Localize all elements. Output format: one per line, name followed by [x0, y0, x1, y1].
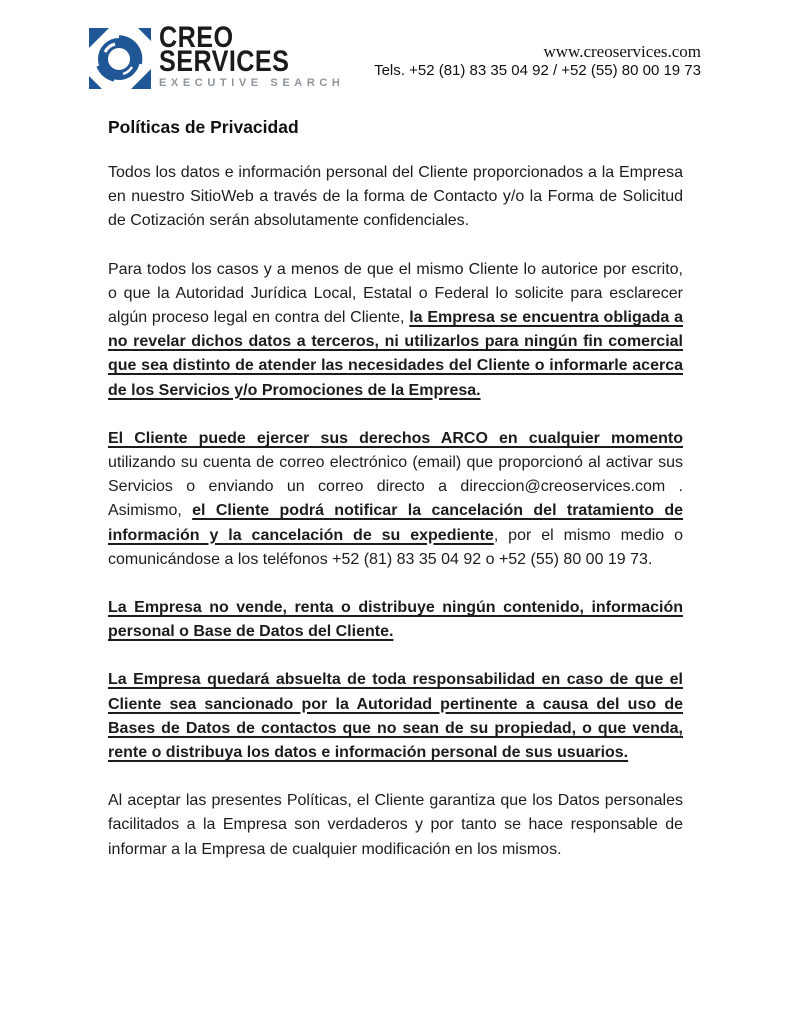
paragraph — [108, 258, 683, 403]
website-url: www.creoservices.com — [543, 42, 701, 61]
brand-tagline: EXECUTIVE SEARCH — [159, 77, 345, 89]
brand-name-line2: SERVICES — [159, 45, 290, 78]
paragraph — [108, 427, 683, 572]
paragraph — [108, 668, 683, 765]
paragraph — [108, 161, 683, 234]
emphasized-text: la Empresa se encuentra obligada a no revelar dichos datos a terceros, ni utilizarlos para ningún fin comercial que sea distinto de atender las necesidades del Cliente o informarle acerca de los Servicios y/o Promociones de la Empresa. — [108, 309, 684, 399]
body-text: utilizando su cuenta de correo electrónico (email) que proporcionó al activar sus Servicios o enviando un correo directo a direccion@creoservices.com . Asimismo, — [108, 454, 683, 520]
paragraph — [108, 596, 683, 644]
paragraph — [108, 789, 683, 862]
header — [0, 0, 791, 92]
header-contact — [374, 42, 701, 81]
document-body — [108, 161, 683, 862]
emphasized-text: La Empresa no vende, renta o distribuye ningún contenido, información personal o Base de Datos del Cliente. — [108, 599, 683, 641]
brand-name-line1: CREO — [159, 21, 234, 54]
emphasized-text: el Cliente podrá notificar la cancelación del tratamiento de información y la cancelación de su expediente — [108, 502, 684, 544]
phone-numbers: Tels. +52 (81) 83 35 04 92 / +52 (55) 80 00 19 73 — [374, 62, 701, 79]
body-text: , por el mismo medio o comunicándose a los teléfonos +52 (81) 83 35 04 92 o +52 (55) 80 00 19 73. — [108, 526, 683, 568]
emphasized-text: El Cliente puede ejercer sus derechos ARCO en cualquier momento — [108, 429, 683, 447]
emphasized-text: La Empresa quedará absuelta de toda responsabilidad en caso de que el Cliente sea sancionado por la Autoridad pertinente a causa del uso de Bases de Datos de contactos que no sean de su propiedad, o que venda, rente o distribuya los datos e información personal de sus usuarios. — [108, 671, 683, 762]
swirl-ring-icon — [88, 26, 152, 92]
body-text: Para todos los casos y a menos de que el mismo Cliente lo autorice por escrito, o que la Autoridad Jurídica Local, Estatal o Federal lo solicite para esclarecer algún proceso legal en contra del Cliente, — [108, 260, 683, 327]
logo-wordmark — [159, 21, 345, 89]
document-content — [108, 117, 683, 862]
page-title: Políticas de Privacidad — [108, 117, 299, 137]
body-text: Todos los datos e información personal del Cliente proporcionados a la Empresa en nuestro SitioWeb a través de la forma de Contacto y/o la Forma de Solicitud de Cotización serán absolutamente confidenciales. — [108, 164, 683, 230]
logo — [88, 21, 345, 92]
body-text: Al aceptar las presentes Políticas, el Cliente garantiza que los Datos personales facilitados a la Empresa son verdaderos y por tanto se hace responsable de informar a la Empresa de cualquier modificación en los mismos. — [108, 792, 683, 858]
